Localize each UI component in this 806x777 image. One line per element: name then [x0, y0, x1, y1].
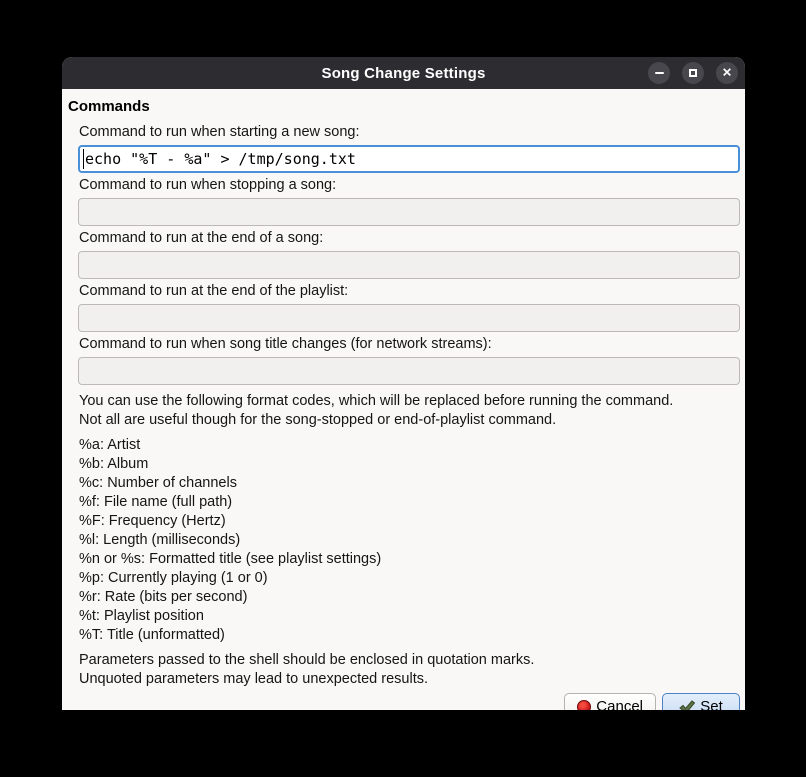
end-song-command-label: Command to run at the end of a song: — [79, 230, 324, 246]
shell-warning — [79, 651, 740, 689]
end-playlist-command-label: Command to run at the end of the playlist: — [79, 283, 349, 299]
format-code-item: %t: Playlist position — [79, 608, 204, 624]
format-code-item: %F: Frequency (Hertz) — [79, 513, 226, 529]
record-red-circle-icon — [577, 700, 591, 711]
stop-song-command-wrap — [78, 198, 740, 226]
command-fields — [78, 120, 740, 689]
action-buttons — [67, 689, 740, 710]
format-code-item: %n or %s: Formatted title (see playlist settings) — [79, 551, 382, 567]
new-song-command-input[interactable] — [78, 145, 740, 173]
minimize-icon — [655, 72, 664, 74]
set-button-label: Set — [700, 698, 723, 710]
intro-line-2: Not all are useful though for the song-stopped or end-of-playlist command. — [79, 411, 557, 428]
end-playlist-command-input[interactable] — [78, 304, 740, 332]
format-code-item: %a: Artist — [79, 437, 141, 453]
format-code-item: %f: File name (full path) — [79, 494, 233, 510]
window-title: Song Change Settings — [321, 64, 486, 82]
green-checkmark-icon — [679, 700, 695, 711]
dialog-body — [62, 89, 745, 710]
maximize-button[interactable] — [682, 62, 704, 84]
end-playlist-command-wrap — [78, 304, 740, 332]
end-song-command-wrap — [78, 251, 740, 279]
format-code-item: %b: Album — [79, 456, 149, 472]
format-code-item: %T: Title (unformatted) — [79, 627, 225, 643]
close-icon: ✕ — [721, 65, 733, 80]
cancel-button[interactable] — [564, 693, 656, 710]
maximize-icon — [689, 69, 697, 77]
end-song-command-input[interactable] — [78, 251, 740, 279]
intro-line-1: You can use the following format codes, which will be replaced before running the command. — [79, 393, 674, 409]
minimize-button[interactable] — [648, 62, 670, 84]
title-change-command-input[interactable] — [78, 357, 740, 385]
format-code-item: %r: Rate (bits per second) — [79, 589, 248, 605]
new-song-command-wrap — [78, 145, 740, 173]
format-code-item: %p: Currently playing (1 or 0) — [79, 570, 268, 586]
text-caret — [83, 149, 84, 169]
warning-line-1: Parameters passed to the shell should be enclosed in quotation marks. — [79, 652, 535, 668]
window-controls — [648, 62, 738, 84]
title-change-command-label: Command to run when song title changes (for network streams): — [79, 336, 492, 352]
titlebar[interactable] — [62, 57, 745, 89]
cancel-button-label: Cancel — [596, 698, 643, 710]
song-change-settings-dialog — [62, 57, 745, 710]
stop-song-command-input[interactable] — [78, 198, 740, 226]
set-button[interactable] — [662, 693, 740, 710]
format-codes-list — [79, 436, 740, 645]
close-button[interactable] — [716, 62, 738, 84]
format-code-item: %l: Length (milliseconds) — [79, 532, 241, 548]
title-change-command-wrap — [78, 357, 740, 385]
commands-heading: Commands — [68, 98, 150, 115]
new-song-command-label: Command to run when starting a new song: — [79, 124, 360, 140]
stop-song-command-label: Command to run when stopping a song: — [79, 177, 337, 193]
format-codes-intro — [79, 392, 740, 429]
warning-line-2: Unquoted parameters may lead to unexpected results. — [79, 671, 429, 687]
format-code-item: %c: Number of channels — [79, 475, 237, 491]
